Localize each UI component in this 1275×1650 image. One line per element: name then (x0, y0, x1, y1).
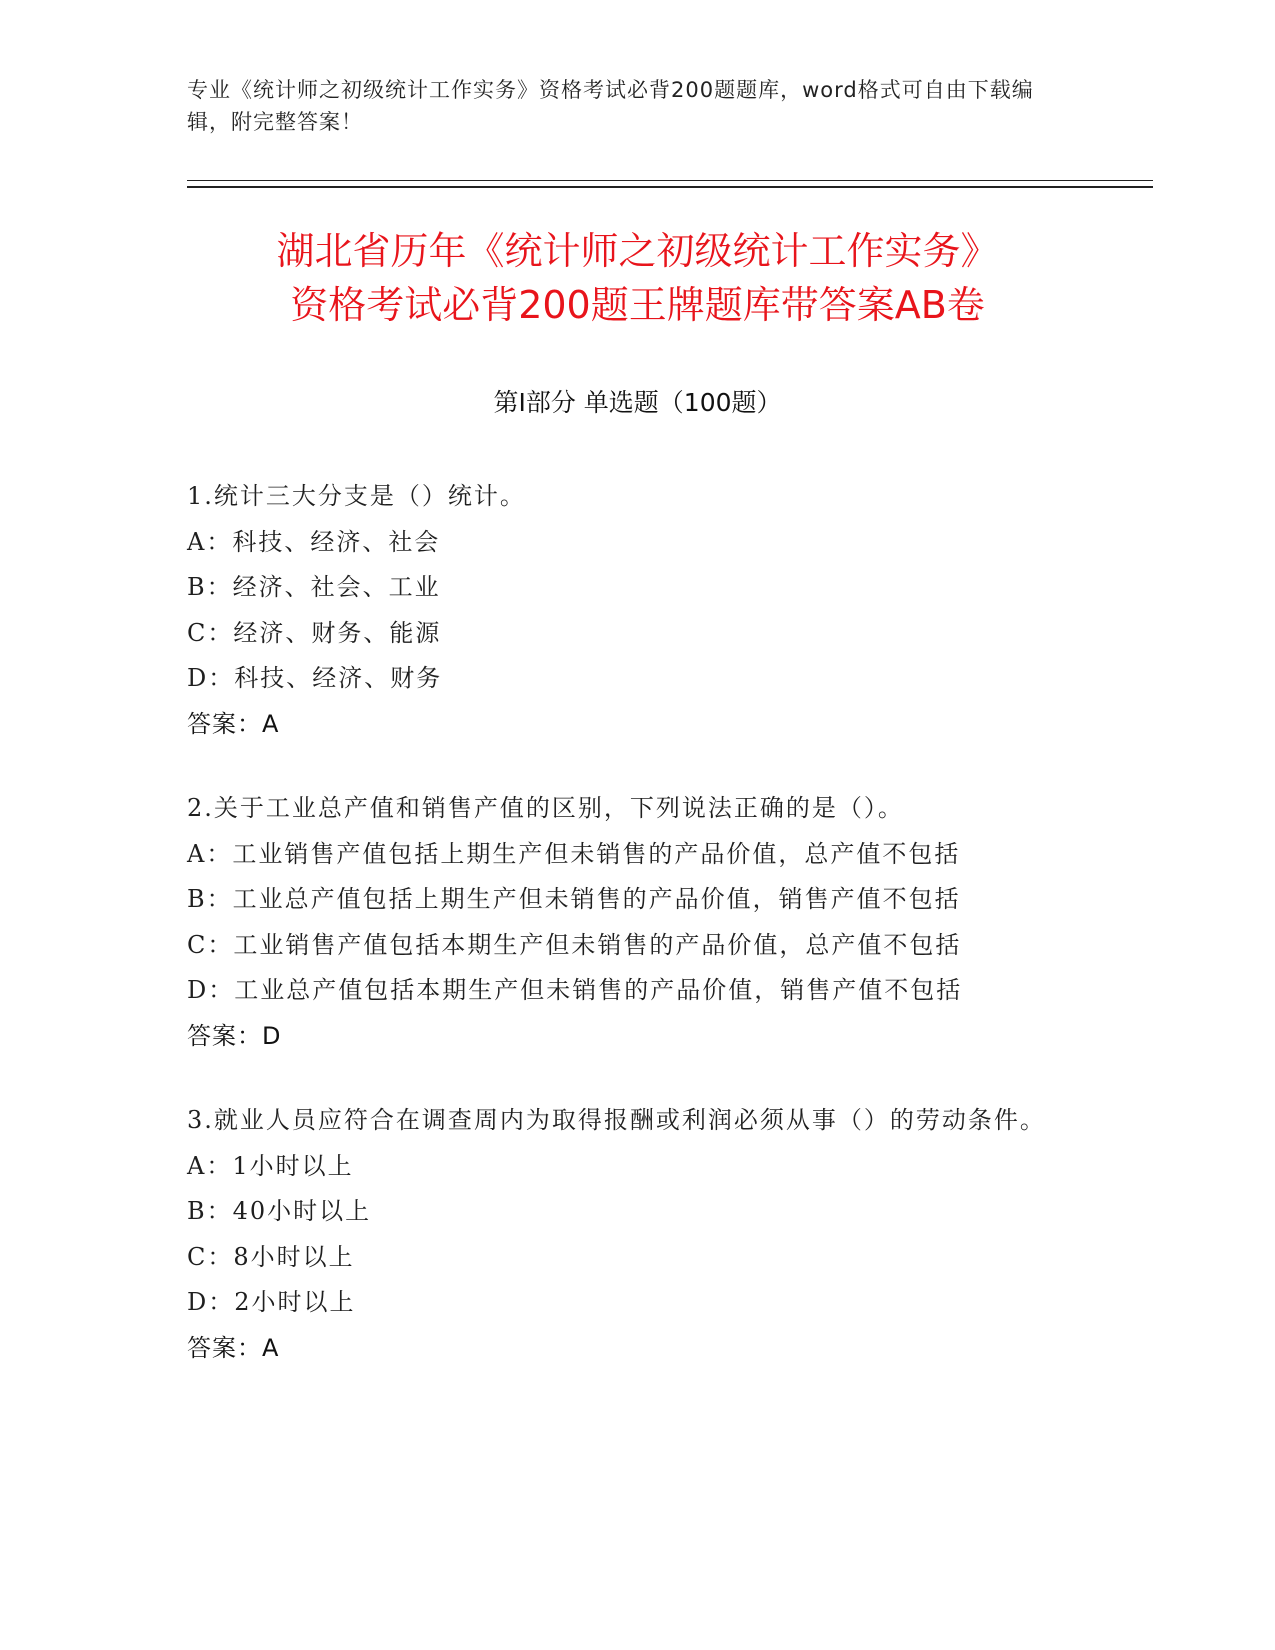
option-b: B：40小时以上 (187, 1197, 372, 1225)
header-note: 专业《统计师之初级统计工作实务》资格考试必背200题题库，word格式可自由下载编辑，附完整答案！ (187, 78, 1034, 134)
question-stem: 3.就业人员应符合在调查周内为取得报酬或利润必须从事（）的劳动条件。 (187, 1106, 1046, 1134)
option-d: D：2小时以上 (187, 1288, 356, 1316)
option-a: A：1小时以上 (187, 1151, 354, 1180)
header-divider-thick (187, 186, 1153, 188)
question-list (187, 474, 1067, 1410)
question-stem: 1.统计三大分支是（）统计。 (187, 482, 526, 510)
question-2 (187, 786, 1067, 1059)
option-b: B：经济、社会、工业 (187, 573, 441, 601)
option-c: C：工业销售产值包括本期生产但未销售的产品价值，总产值不包括 (187, 930, 962, 959)
document-title (140, 224, 1135, 332)
answer: 答案：A (187, 709, 280, 738)
question-3 (187, 1098, 1067, 1371)
option-a: A：工业销售产值包括上期生产但未销售的产品价值，总产值不包括 (187, 839, 961, 868)
option-c: C：经济、财务、能源 (187, 618, 442, 647)
answer: 答案：D (187, 1021, 282, 1050)
answer: 答案：A (187, 1333, 280, 1362)
option-d: D：工业总产值包括本期生产但未销售的产品价值，销售产值不包括 (187, 976, 963, 1004)
question-1 (187, 474, 1067, 747)
option-d: D：科技、经济、财务 (187, 664, 443, 692)
document-title-line-2: 资格考试必背200题王牌题库带答案AB卷 (290, 283, 985, 327)
question-stem: 2.关于工业总产值和销售产值的区别，下列说法正确的是（）。 (187, 794, 904, 822)
option-c: C：8小时以上 (187, 1242, 355, 1271)
header-divider-thin (187, 180, 1153, 181)
document-title-line-1: 湖北省历年《统计师之初级统计工作实务》 (276, 229, 999, 273)
option-a: A：科技、经济、社会 (187, 527, 441, 556)
section-title: 第Ⅰ部分 单选题（100题） (493, 388, 782, 417)
option-b: B：工业总产值包括上期生产但未销售的产品价值，销售产值不包括 (187, 885, 961, 913)
